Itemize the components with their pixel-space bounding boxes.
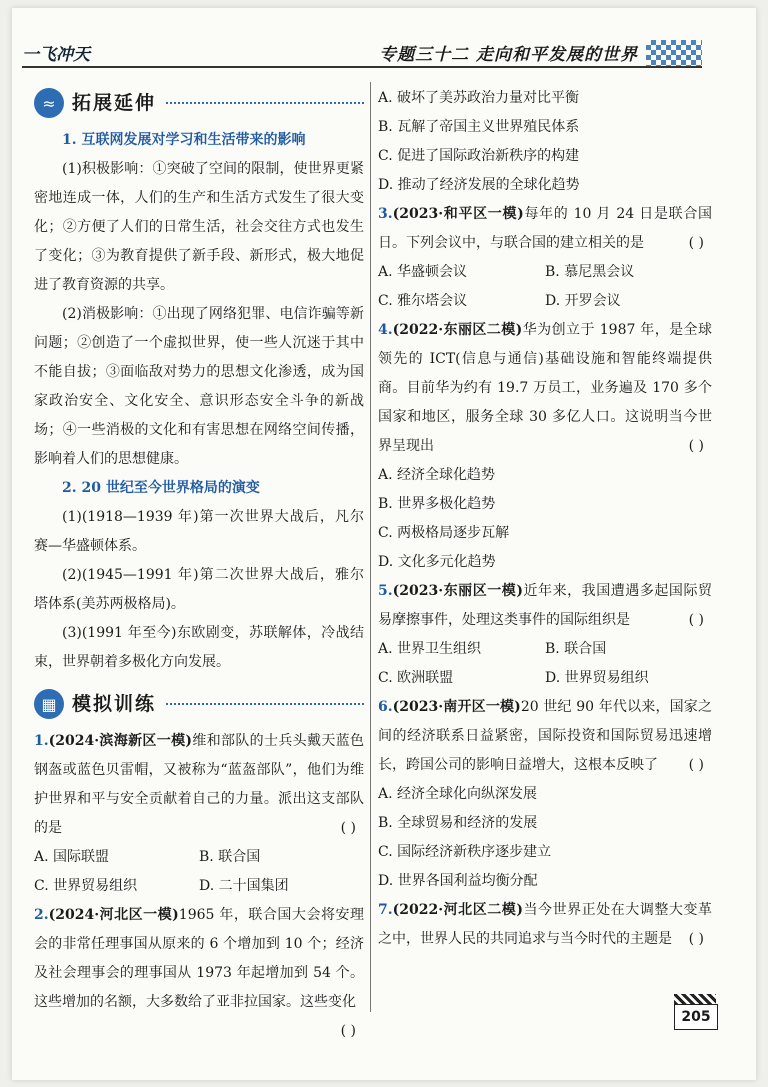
option-c: C. 世界贸易组织: [34, 878, 138, 894]
option-b: B. 全球贸易和经济的发展: [378, 815, 538, 831]
answer-blank: ( ): [688, 438, 704, 454]
question-number: 1.: [34, 733, 49, 749]
section-practice: [34, 685, 364, 723]
question-text: 20 世纪 90 年代以来，国家之间的经济联系日益紧密，国际投资和国际贸易迅速增长，跨国公司的影响日益增大，这根本反映了: [378, 699, 712, 773]
answer-blank: ( ): [688, 235, 704, 251]
wave-icon: ≈: [34, 88, 64, 118]
question-text: 当今世界正处在大调整大变革之中，世界人民的共同追求与当今时代的主题是: [378, 902, 713, 947]
answer-blank: ( ): [688, 612, 704, 628]
answer-blank: ( ): [340, 820, 356, 836]
option-a: A. 破坏了美苏政治力量对比平衡: [378, 90, 580, 106]
question-text: 维和部队的士兵头戴天蓝色钢盔或蓝色贝雷帽，又被称为“蓝盔部队”，他们为维护世界和平与安全贡献着自己的力量。派出这支部队的是: [34, 733, 364, 836]
option-a: A. 经济全球化趋势: [378, 467, 496, 483]
options-row: [378, 664, 712, 693]
paragraph-negative: (2)消极影响：①出现了网络犯罪、电信诈骗等新问题；②创造了一个虚拟世界，使一些人沉迷于其中不能自拔；③面临敌对势力的思想文化渗透，成为国家政治安全、文化安全、意识形态安全斗争的新战场；④一些消极的文化和有害思想在网络空间传播，影响着人们的思想健康。: [34, 306, 364, 467]
section-title-extension: 拓展延伸: [72, 91, 157, 114]
option-d: D. 世界贸易组织: [545, 670, 649, 686]
option-c: C. 促进了国际政治新秩序的构建: [378, 148, 580, 164]
options-row: [34, 843, 364, 872]
question-4: [378, 316, 712, 461]
option-c: C. 国际经济新秩序逐步建立: [378, 844, 552, 860]
page-header: [22, 40, 702, 70]
question-text: 1965 年，联合国大会将安理会的非常任理事国从原来的 6 个增加到 10 个；经济及社会理事会的理事国从 1973 年起增加到 54 个。这些增加的名额，大多数给了亚非拉国家。这些变化: [34, 907, 364, 1010]
question-source: (2024·滨海新区一模): [48, 733, 193, 749]
question-2: [34, 901, 364, 1039]
answer-blank: ( ): [688, 931, 704, 947]
question-number: 3.: [378, 206, 393, 222]
question-source: (2022·东丽区二模): [392, 322, 523, 338]
left-column: [34, 84, 364, 1046]
question-6: [378, 693, 712, 780]
subheading-world-pattern: 2. 20 世纪至今世界格局的演变: [62, 480, 260, 496]
option-d: D. 推动了经济发展的全球化趋势: [378, 177, 580, 193]
checker-decoration: [646, 40, 702, 68]
paragraph-period-2: (2)(1945—1991 年)第二次世界大战后，雅尔塔体系(美苏两极格局)。: [34, 567, 364, 612]
building-icon: ▦: [34, 689, 64, 719]
paragraph-period-1: (1)(1918—1939 年)第一次世界大战后，凡尔赛—华盛顿体系。: [34, 509, 364, 554]
option-b: B. 联合国: [545, 641, 607, 657]
page-number: 205: [674, 1004, 718, 1030]
options-row: [378, 258, 712, 287]
question-text: 每年的 10 月 24 日是联合国日。下列会议中，与联合国的建立相关的是: [378, 206, 712, 251]
section-title-practice: 模拟训练: [72, 692, 157, 715]
option-b: B. 慕尼黑会议: [545, 264, 635, 280]
question-source: (2024·河北区一模): [48, 907, 179, 923]
option-a: A. 世界卫生组织: [378, 641, 482, 657]
section-rule: [166, 703, 364, 705]
options-row: [34, 872, 364, 901]
option-a: A. 华盛顿会议: [378, 264, 468, 280]
option-d: D. 二十国集团: [199, 878, 289, 894]
options-row: [378, 635, 712, 664]
option-a: A. 国际联盟: [34, 849, 110, 865]
option-c: C. 两极格局逐步瓦解: [378, 525, 510, 541]
option-d: D. 世界各国利益均衡分配: [378, 873, 538, 889]
question-1: [34, 727, 364, 843]
header-rule: [22, 66, 702, 68]
brand-logo: 一飞冲天: [22, 45, 90, 65]
option-c: C. 雅尔塔会议: [378, 293, 468, 309]
question-7: [378, 896, 712, 954]
subheading-internet: 1. 互联网发展对学习和生活带来的影响: [62, 132, 306, 148]
paragraph-positive: (1)积极影响：①突破了空间的限制，使世界更紧密地连成一体，人们的生产和生活方式发生了很大变化；②方便了人们的日常生活，社会交往方式也发生了变化；③为教育提供了新手段、新形式，极大地促进了教育资源的共享。: [34, 161, 364, 293]
section-extension: [34, 84, 364, 122]
option-b: B. 世界多极化趋势: [378, 496, 496, 512]
question-3: [378, 200, 712, 258]
option-b: B. 联合国: [199, 849, 261, 865]
question-number: 2.: [34, 907, 49, 923]
answer-blank: ( ): [688, 757, 704, 773]
right-column: [378, 84, 712, 954]
question-source: (2023·和平区一模): [392, 206, 524, 222]
question-number: 7.: [378, 902, 393, 918]
question-text: 近年来，我国遭遇多起国际贸易摩擦事件，处理这类事件的国际组织是: [378, 583, 713, 628]
question-number: 5.: [378, 583, 393, 599]
option-b: B. 瓦解了帝国主义世界殖民体系: [378, 119, 580, 135]
topic-title: 专题三十二 走向和平发展的世界: [379, 45, 638, 65]
question-source: (2023·东丽区一模): [392, 583, 523, 599]
question-text: 华为创立于 1987 年，是全球领先的 ICT(信息与通信)基础设施和智能终端提供商。目前华为约有 19.7 万员工，业务遍及 170 多个国家和地区，服务全球 30 多亿人口。这说明当今世界呈现出: [378, 322, 712, 454]
question-number: 6.: [378, 699, 393, 715]
option-c: C. 欧洲联盟: [378, 670, 454, 686]
options-row: [378, 287, 712, 316]
question-source: (2023·南开区一模): [392, 699, 521, 715]
section-rule: [166, 102, 364, 104]
question-5: [378, 577, 712, 635]
question-source: (2022·河北区二模): [392, 902, 523, 918]
option-a: A. 经济全球化向纵深发展: [378, 786, 538, 802]
answer-blank: ( ): [340, 1023, 356, 1039]
paragraph-period-3: (3)(1991 年至今)东欧剧变，苏联解体，冷战结束，世界朝着多极化方向发展。: [34, 625, 364, 670]
option-d: D. 文化多元化趋势: [378, 554, 496, 570]
column-divider: [370, 82, 371, 1012]
question-number: 4.: [378, 322, 393, 338]
page-number-decoration: [674, 994, 716, 1004]
option-d: D. 开罗会议: [545, 293, 621, 309]
